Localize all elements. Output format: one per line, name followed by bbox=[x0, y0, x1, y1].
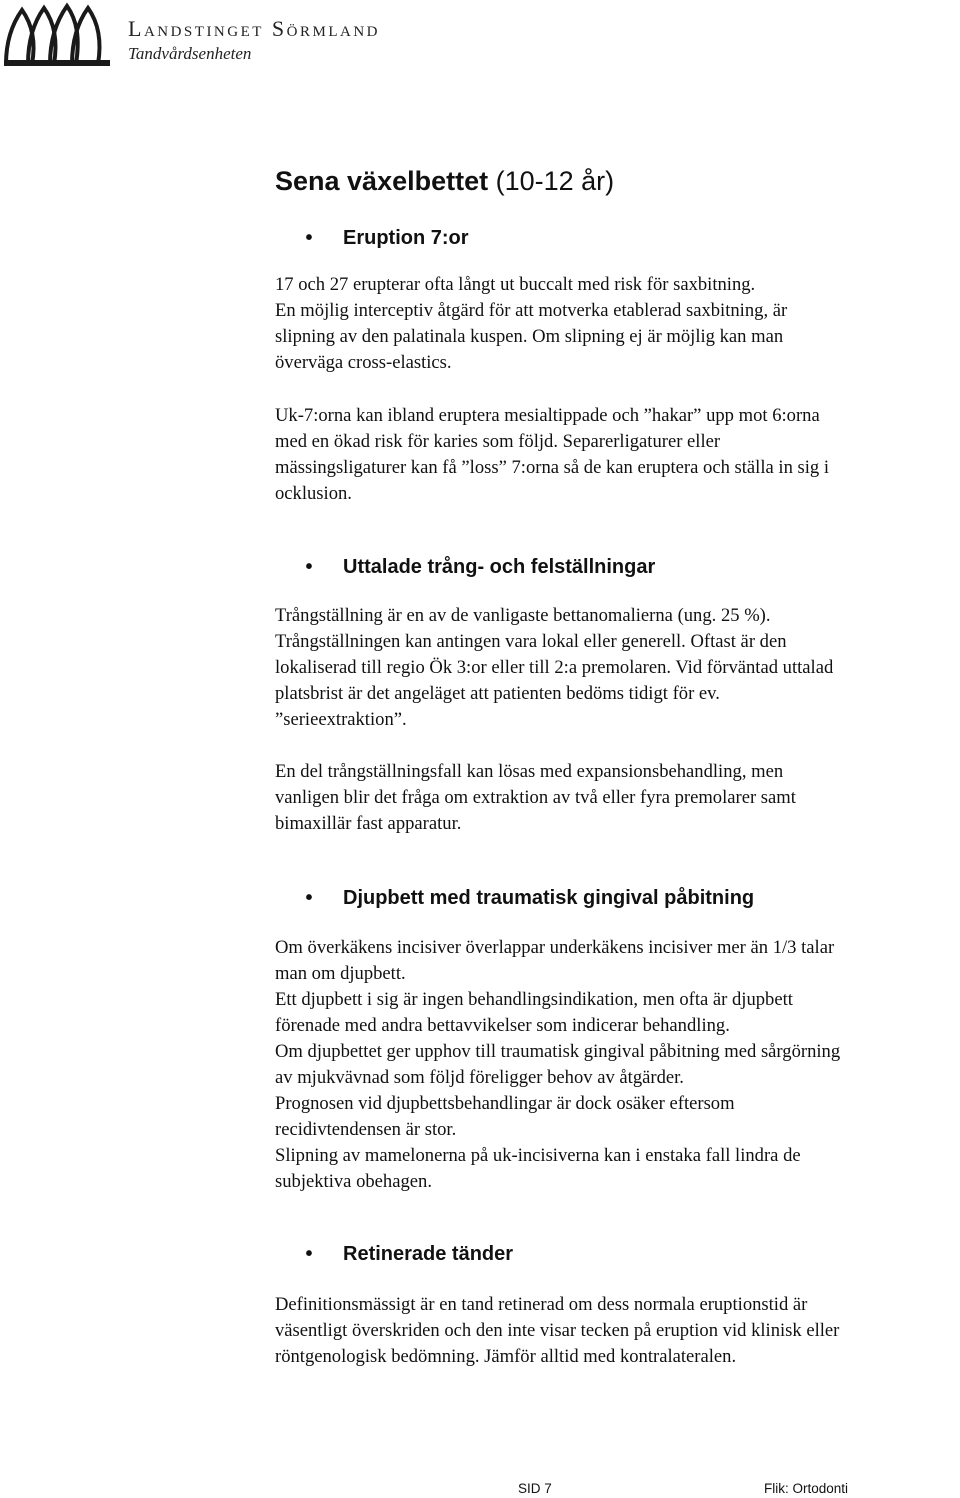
paragraph-line: slipning av den palatinala kuspen. Om slipning ej är möjlig kan man bbox=[275, 326, 784, 347]
paragraph-line: recidivtendensen är stor. bbox=[275, 1119, 457, 1140]
paragraph bbox=[275, 1292, 960, 1370]
paragraph-line: Ett djupbett i sig är ingen behandlingsindikation, men ofta är djupbett bbox=[275, 989, 793, 1010]
paragraph-line: överväga cross-elastics. bbox=[275, 352, 452, 373]
paragraph bbox=[275, 603, 960, 733]
section-heading-text: Eruption 7:or bbox=[343, 227, 469, 249]
paragraph-line: ”serieextraktion”. bbox=[275, 709, 407, 730]
paragraph-line: mässingsligaturer kan få ”loss” 7:orna så de kan eruptera och ställa in sig i bbox=[275, 457, 830, 478]
bullet-icon: • bbox=[305, 887, 313, 909]
page-title bbox=[275, 166, 614, 197]
paragraph-line: med en ökad risk för karies som följd. Separerligaturer eller bbox=[275, 431, 721, 452]
paragraph-line: vanligen blir det fråga om extraktion av två eller fyra premolarer samt bbox=[275, 787, 796, 808]
paragraph-line: väsentligt överskriden och den inte visar tecken på eruption vid klinisk eller bbox=[275, 1320, 840, 1341]
paragraph-line: Om överkäkens incisiver överlappar underkäkens incisiver mer än 1/3 talar bbox=[275, 937, 835, 958]
organization-name: Landstinget Sörmland bbox=[128, 16, 380, 41]
paragraph-line: En del trångställningsfall kan lösas med expansionsbehandling, men bbox=[275, 761, 784, 782]
paragraph bbox=[275, 935, 960, 1195]
section-heading-text: Retinerade tänder bbox=[343, 1243, 514, 1265]
paragraph-line: röntgenologisk bedömning. Jämför alltid med kontralateralen. bbox=[275, 1346, 737, 1367]
paragraph-line: Trångställningen kan antingen vara lokal eller generell. Oftast är den bbox=[275, 631, 787, 652]
page-title-age-range: (10-12 år) bbox=[488, 166, 615, 196]
paragraph-line: Prognosen vid djupbettsbehandlingar är dock osäker eftersom bbox=[275, 1093, 735, 1114]
paragraph bbox=[275, 403, 960, 507]
bullet-icon: • bbox=[305, 1243, 313, 1265]
paragraph-line: Uk-7:orna kan ibland eruptera mesialtippade och ”hakar” upp mot 6:orna bbox=[275, 405, 820, 426]
paragraph-line: platsbrist är det angeläget att patienten bedöms tidigt för ev. bbox=[275, 683, 720, 704]
paragraph bbox=[275, 759, 960, 837]
paragraph-line: Om djupbettet ger upphov till traumatisk gingival påbitning med sårgörning bbox=[275, 1041, 841, 1062]
paragraph-line: En möjlig interceptiv åtgärd för att motverka etablerad saxbitning, är bbox=[275, 300, 788, 321]
page-title-main: Sena växelbettet bbox=[275, 166, 489, 196]
paragraph-line: ocklusion. bbox=[275, 483, 352, 504]
paragraph-line: 17 och 27 erupterar ofta långt ut buccalt med risk för saxbitning. bbox=[275, 274, 756, 295]
section-heading-text: Uttalade trång- och felställningar bbox=[343, 556, 656, 578]
paragraph-line: av mjukvävnad som följd föreligger behov av åtgärder. bbox=[275, 1067, 684, 1088]
paragraph-line: förenade med andra bettavvikelser som indicerar behandling. bbox=[275, 1015, 730, 1036]
paragraph-line: Trångställning är en av de vanligaste bettanomalierna (ung. 25 %). bbox=[275, 605, 771, 626]
paragraph bbox=[275, 272, 960, 376]
organization-subtitle: Tandvårdsenheten bbox=[128, 44, 252, 63]
bullet-icon: • bbox=[305, 227, 313, 249]
paragraph-line: Definitionsmässigt är en tand retinerad om dess normala eruptionstid är bbox=[275, 1294, 808, 1315]
section-heading-text: Djupbett med traumatisk gingival påbitning bbox=[343, 887, 755, 909]
paragraph-line: subjektiva obehagen. bbox=[275, 1171, 432, 1192]
paragraph-line: lokaliserad till regio Ök 3:or eller till 2:a premolaren. Vid förväntad uttalad bbox=[275, 657, 834, 678]
paragraph-line: bimaxillär fast apparatur. bbox=[275, 813, 462, 834]
bullet-icon: • bbox=[305, 556, 313, 578]
footer-tab-label: Flik: Ortodonti bbox=[764, 1481, 849, 1496]
footer-page-number: SID 7 bbox=[518, 1481, 552, 1496]
paragraph-line: Slipning av mamelonerna på uk-incisiverna kan i enstaka fall lindra de bbox=[275, 1145, 801, 1166]
landstinget-logo-icon bbox=[2, 2, 114, 68]
paragraph-line: man om djupbett. bbox=[275, 963, 406, 984]
